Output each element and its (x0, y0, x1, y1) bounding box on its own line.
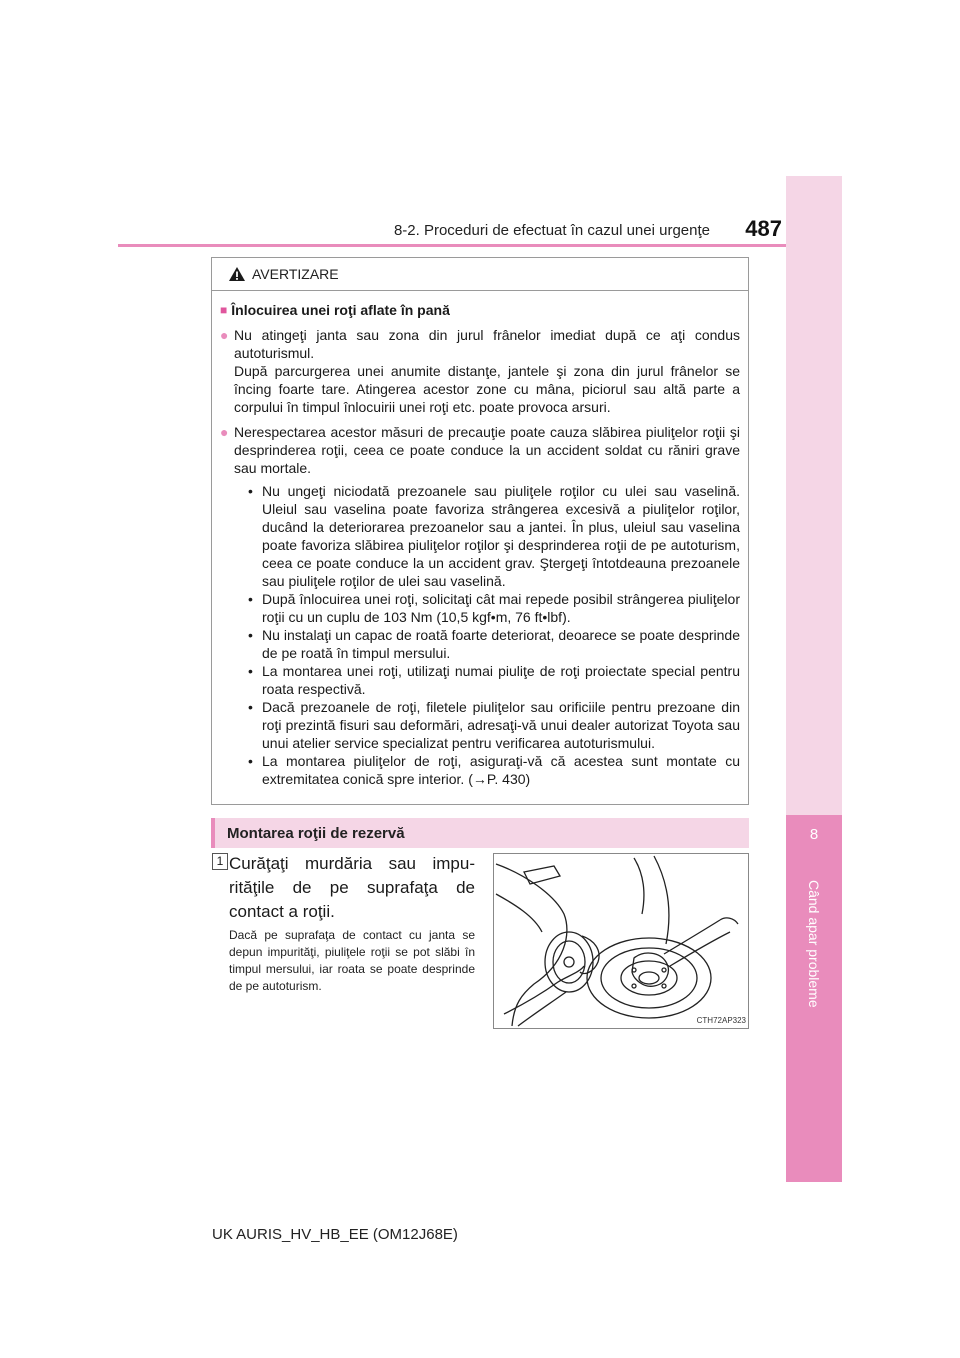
illustration-code: CTH72AP323 (696, 1016, 746, 1025)
wheel-cleaning-illustration (493, 853, 749, 1029)
header-rule (118, 244, 786, 247)
warning-sub-list (234, 482, 740, 788)
section-title: 8-2. Proceduri de efectuat în cazul unei urgenţe (393, 222, 710, 239)
section-heading (211, 818, 749, 848)
list-item: • Nu instalaţi un capac de roată foarte deteriorat, deoarece se poate desprinde de pe roată în timpul mersului. (248, 627, 740, 661)
chapter-title: Când apar probleme (806, 880, 822, 1008)
model-code: UK AURIS_HV_HB_EE (OM12J68E) (212, 1226, 458, 1243)
step-instruction: Curăţaţi murdăria sau impu-rităţile de pe suprafaţa de contact a roţii. (229, 854, 475, 921)
warning-item-text: Nerespectarea acestor măsuri de precauţie poate cauza slăbirea piuliţelor roţii şi desprinderea roţii, ceea ce poate conduce la un accident soldat cu răniri grave sau mortale. (234, 424, 740, 476)
list-item: • Dacă prezoanele de roţi, filetele piuliţelor sau orificiile pentru prezoane din roţi prezintă fisuri sau deformări, adresaţi-vă unui dealer autorizat Toyota sau unui atelier service specializat pentru verificarea autoturismului. (248, 699, 740, 751)
list-item: • La montarea piuliţelor de roţi, asiguraţi-vă că acestea sunt montate cu extremitatea conică spre interior. (→P. 430) (248, 753, 740, 787)
square-bullet-icon: ■ (220, 303, 228, 317)
warning-body (212, 291, 748, 788)
warning-item-text: După parcurgerea unei anumite distanţe, jantele şi zona din jurul frânelor se încing foarte tare. Atingerea acestor zone cu mâna, piciorul sau altă parte a corpului în timpul înlocuirii unei roţi etc. poate provoca arsuri. (234, 363, 740, 415)
wheel-cleaning-drawing (494, 854, 748, 1028)
section-heading-text: Montarea roţii de rezervă (227, 824, 405, 842)
circle-bullet-icon: ● (220, 327, 229, 343)
chapter-number: 8 (809, 826, 819, 843)
warning-item-text: Nu atingeţi janta sau zona din jurul frânelor imediat după ce aţi condus autoturismul. (234, 327, 740, 361)
warning-heading-text: Înlocuirea unei roţi aflate în pană (231, 302, 450, 318)
warning-header (212, 258, 748, 291)
warning-label: AVERTIZARE (252, 266, 339, 282)
list-item: • După înlocuirea unei roţi, solicitaţi cât mai repede posibil strângerea piuliţelor roţii cu un cuplu de 103 Nm (10,5 kgf•m, 76 ft•lbf). (248, 591, 740, 625)
warning-item (220, 326, 740, 416)
warning-item (220, 423, 740, 788)
warning-box (211, 257, 749, 805)
warning-triangle-icon (228, 266, 246, 282)
circle-bullet-icon: ● (220, 424, 229, 440)
page-number: 487 (745, 216, 782, 241)
warning-heading (220, 301, 740, 319)
step-note: Dacă pe suprafaţa de contact cu janta se depun impurităţi, piuliţele roţii se pot slăbi în timpul mersului, iar roata se poate desprinde de pe autoturism. (229, 928, 475, 993)
list-item: • Nu ungeţi niciodată prezoanele sau piuliţele roţilor cu ulei sau vaselină. Uleiul sau vaselina poate favoriza strângerea excesivă a piuliţelor roţilor, ducând la deteriorarea prezoanelor sau a jantei. În plus, uleiul sau vaselina poate favoriza slăbirea piuliţelor roţilor şi desprinderea roţii de pe autoturism, ceea ce poate conduce la un accident grav. Ştergeţi întotdeauna prezoanele sau piuliţele roţilor de ulei sau vaselină. (248, 483, 740, 589)
list-item: • La montarea unei roţi, utilizaţi numai piuliţe de roţi proiectate special pentru roata respectivă. (248, 663, 740, 697)
step-number: 1 (212, 853, 228, 870)
